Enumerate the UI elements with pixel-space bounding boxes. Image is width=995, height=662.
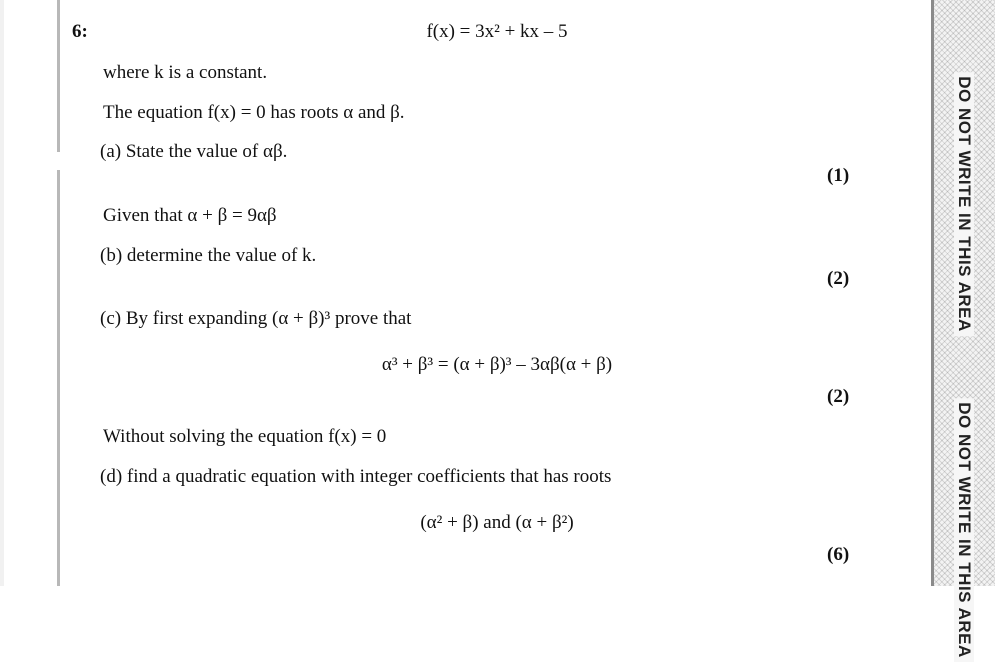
part-d-marks: (6) [827, 544, 850, 565]
part-b-marks: (2) [827, 268, 850, 289]
given-condition: Given that α + β = 9αβ [103, 205, 277, 226]
do-not-write-label: DO NOT WRITE IN THIS AREA [954, 72, 974, 336]
question-number: 6: [72, 21, 88, 42]
part-c-text: (c) By first expanding (α + β)³ prove that [100, 308, 412, 329]
part-b-text: (b) determine the value of k. [100, 245, 317, 266]
part-d-roots: (α² + β) and (α + β²) [420, 512, 574, 533]
part-a-text: (a) State the value of αβ. [100, 141, 288, 162]
part-a-marks: (1) [827, 165, 850, 186]
left-margin-bar-top [57, 0, 60, 152]
part-c-identity: α³ + β³ = (α + β)³ – 3αβ(α + β) [381, 354, 613, 375]
page-edge [0, 0, 4, 586]
constant-statement: where k is a constant. [103, 62, 268, 83]
do-not-write-label: DO NOT WRITE IN THIS AREA [954, 398, 974, 662]
roots-statement: The equation f(x) = 0 has roots α and β. [103, 102, 405, 123]
left-margin-bar-bottom [57, 170, 60, 586]
part-c-marks: (2) [827, 386, 850, 407]
without-solving: Without solving the equation f(x) = 0 [103, 426, 387, 447]
function-definition: f(x) = 3x² + kx – 5 [426, 21, 568, 42]
part-d-text: (d) find a quadratic equation with integer coefficients that has roots [100, 466, 612, 487]
